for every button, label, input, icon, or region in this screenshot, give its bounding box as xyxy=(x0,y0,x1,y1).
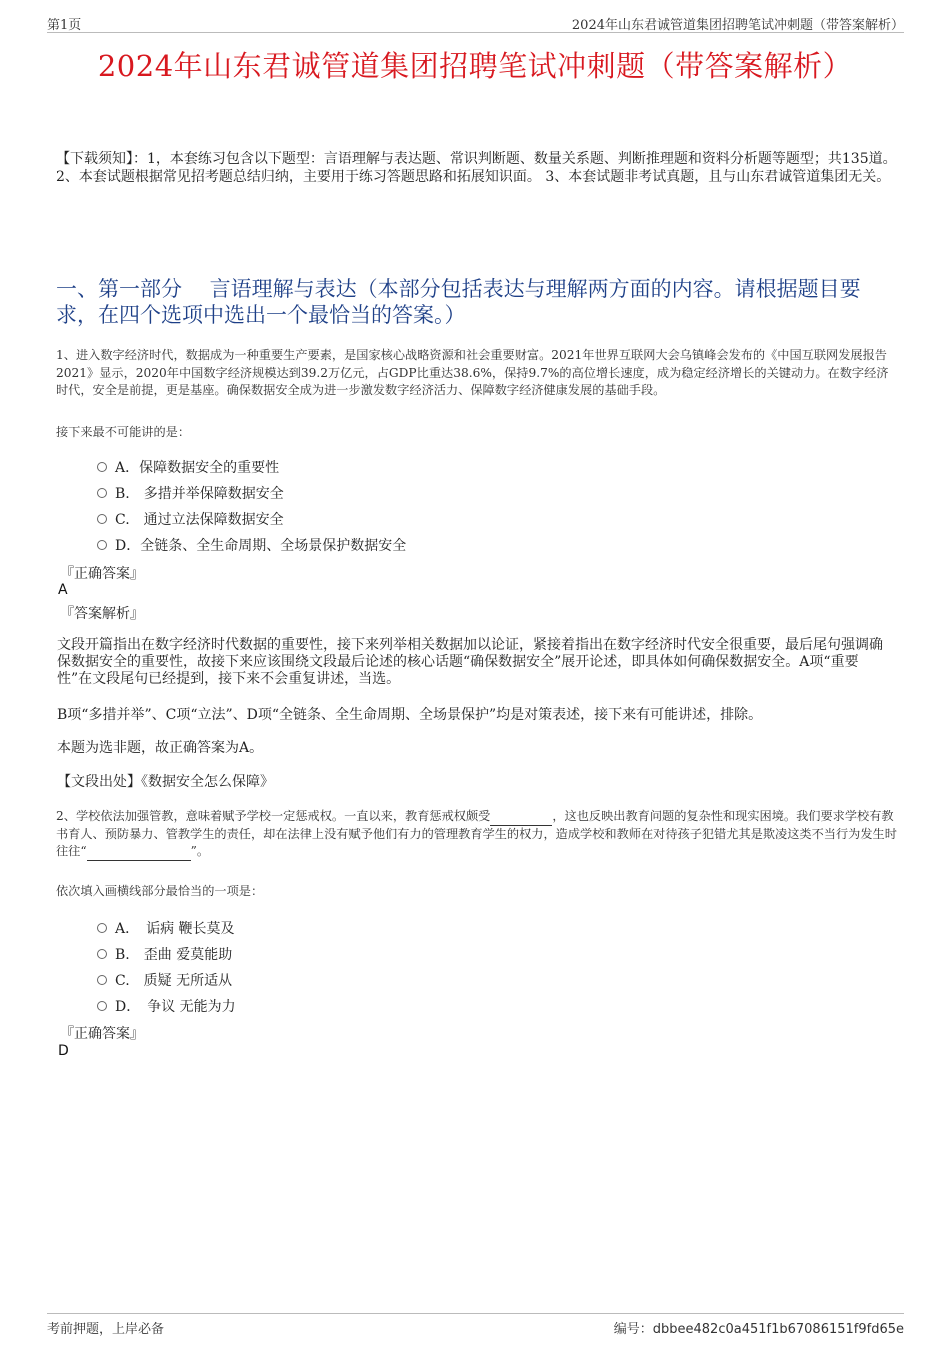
download-notice: 【下载须知】：1，本套练习包含以下题型：言语理解与表达题、常识判断题、数量关系题、判断推理题和资料分析题等题型；共135道。 2、本套试题根据常见招考题总结归纳，主要用于练习答题思路和拓展知识面。 3、本套试题非考试真题，且与山东君诚管道集团无关。 xyxy=(56,151,897,185)
footer-slogan: 考前押题，上岸必备 xyxy=(47,1322,165,1337)
q1-option-c[interactable] xyxy=(97,509,284,529)
q1-answer: A xyxy=(58,582,68,598)
q2-option-c[interactable] xyxy=(97,970,232,990)
q2-option-d[interactable] xyxy=(97,996,236,1016)
q2-option-d-label: D． 争议 无能为力 xyxy=(115,999,236,1015)
radio-icon[interactable] xyxy=(97,462,107,472)
radio-icon[interactable] xyxy=(97,949,107,959)
q1-option-d-label: D．全链条、全生命周期、全场景保护数据安全 xyxy=(115,538,407,554)
q2-option-a[interactable] xyxy=(97,918,235,938)
q1-option-a[interactable] xyxy=(97,457,279,477)
q2-passage: 2、学校依法加强管教，意味着赋予学校一定惩戒权。一直以来，教育惩戒权颇受 ，这也反映出教育问题的复杂性和现实困境。我们要求学校有教书育人、预防暴力、管教学生的责任，却在法律上没有赋予他们有力的管理教育学生的权力，造成学校和教师在对待孩子犯错尤其是欺凌这类不当行为发生时往往“ ”。 xyxy=(56,808,898,861)
q2-prompt: 依次填入画横线部分最恰当的一项是： xyxy=(56,884,264,898)
radio-icon[interactable] xyxy=(97,488,107,498)
q1-source: 【文段出处】《数据安全怎么保障》 xyxy=(57,774,274,790)
section-heading: 一、第一部分 言语理解与表达（本部分包括表达与理解两方面的内容。请根据题目要求，在四个选项中选出一个最恰当的答案。） xyxy=(56,277,861,327)
page-header xyxy=(47,10,904,33)
blank-2 xyxy=(87,848,191,861)
document-title: 2024年山东君诚管道集团招聘笔试冲刺题（带答案解析） xyxy=(97,49,853,83)
q2-option-a-label: A． 诟病 鞭长莫及 xyxy=(115,921,235,937)
q1-option-b[interactable] xyxy=(97,483,284,503)
radio-icon[interactable] xyxy=(97,1001,107,1011)
q2-answer-label: 『正确答案』 xyxy=(60,1026,144,1042)
q1-answer-label: 『正确答案』 xyxy=(60,566,144,582)
q1-option-a-label: A．保障数据安全的重要性 xyxy=(115,460,280,476)
q1-option-c-label: C. 通过立法保障数据安全 xyxy=(115,512,284,528)
q1-passage: 1、进入数字经济时代，数据成为一种重要生产要素，是国家核心战略资源和社会重要财富。2021年世界互联网大会乌镇峰会发布的《中国互联网发展报告2021》显示，2020年中国数字经济规模达到39.2万亿元，占GDP比重达38.6%，保持9.7%的高位增长速度，成为稳定经济增长的关键动力。在数字经济时代，安全是前提，更是基座。确保数据安全成为进一步激发数字经济活力、保障数字经济健康发展的基础手段。 xyxy=(56,348,889,397)
q1-option-b-label: B. 多措并举保障数据安全 xyxy=(115,486,284,502)
q2-answer: D xyxy=(58,1043,69,1059)
q1-analysis-3: 本题为选非题，故正确答案为A。 xyxy=(57,740,264,756)
q1-prompt: 接下来最不可能讲的是： xyxy=(56,425,191,439)
page-number: 第1页 xyxy=(47,18,82,33)
q2-option-b-label: B. 歪曲 爱莫能助 xyxy=(115,947,233,963)
radio-icon[interactable] xyxy=(97,923,107,933)
blank-1 xyxy=(490,813,552,826)
radio-icon[interactable] xyxy=(97,540,107,550)
q1-option-d[interactable] xyxy=(97,535,406,555)
radio-icon[interactable] xyxy=(97,514,107,524)
header-doc-title: 2024年山东君诚管道集团招聘笔试冲刺题（带答案解析） xyxy=(571,18,904,33)
q1-analysis-label: 『答案解析』 xyxy=(60,606,144,622)
radio-icon[interactable] xyxy=(97,975,107,985)
q2-option-b[interactable] xyxy=(97,944,232,964)
q1-analysis-1: 文段开篇指出在数字经济时代数据的重要性，接下来列举相关数据加以论证，紧接着指出在数字经济时代安全很重要，最后尾句强调确保数据安全的重要性，故接下来应该围绕文段最后论述的核心话题“确保数据安全”展开论述，即具体如何确保数据安全。A项“重要性”在文段尾句已经提到，接下来不会重复讲述，当选。 xyxy=(57,637,883,687)
footer-code: 编号：dbbee482c0a451f1b67086151f9fd65e xyxy=(613,1322,904,1337)
q1-analysis-2: B项“多措并举”、C项“立法”、D项“全链条、全生命周期、全场景保护”均是对策表述，接下来有可能讲述，排除。 xyxy=(57,707,763,723)
page-footer xyxy=(47,1313,904,1336)
q2-option-c-label: C. 质疑 无所适从 xyxy=(115,973,233,989)
